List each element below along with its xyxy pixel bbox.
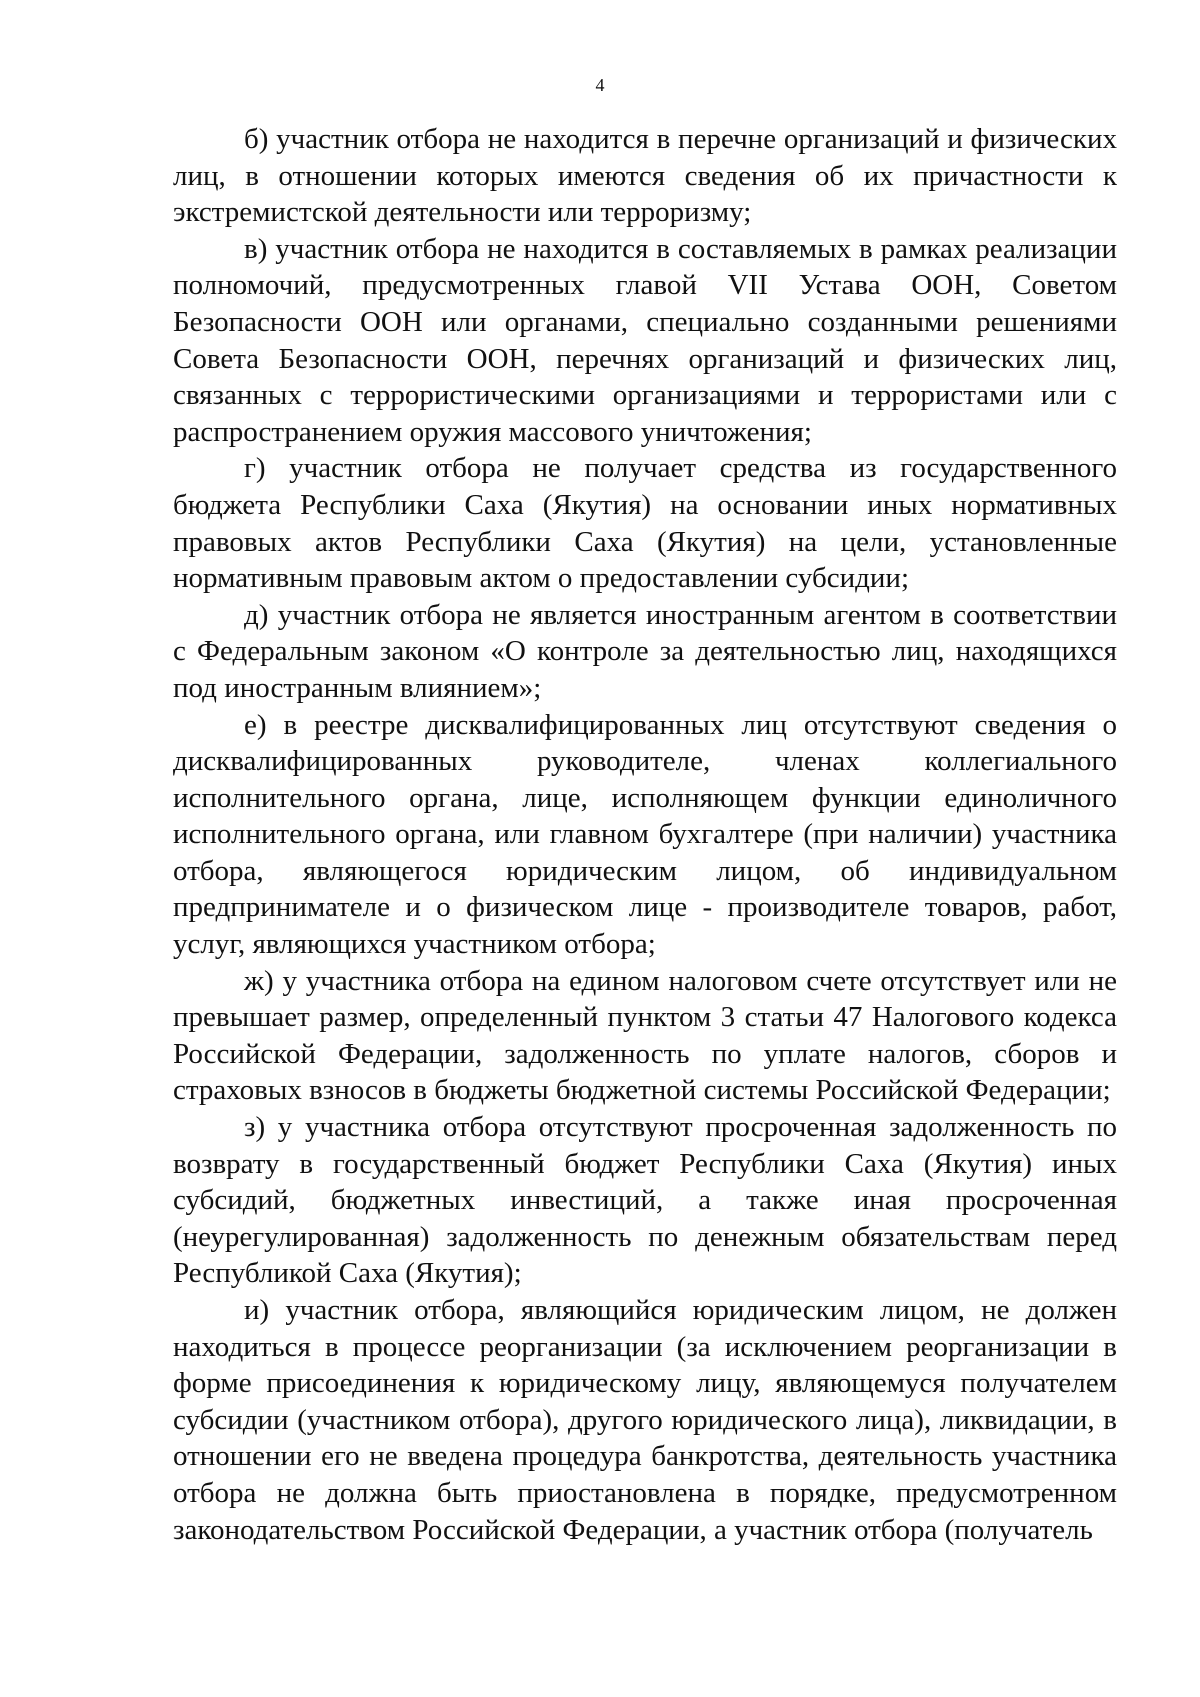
paragraph-e: е) в реестре дисквалифицированных лиц отсутствуют сведения о дисквалифицированных руководителе, членах коллегиального исполнительного органа, лице, исполняющем функции единоличного исполнительного органа, или главном бухгалтере (при наличии) участника отбора, являющегося юридическим лицом, об индивидуальном предпринимателе и о физическом лице - производителе товаров, работ, услуг, являющихся участником отбора; <box>173 708 1117 961</box>
paragraph-i: и) участник отбора, являющийся юридическим лицом, не должен находиться в процессе реорганизации (за исключением реорганизации в форме присоединения к юридическому лицу, являющемуся получателем субсидии (участником отбора), другого юридического лица), ликвидации, в отношении его не введена процедура банкротства, деятельность участника отбора не должна быть приостановлена в порядке, предусмотренном законодательством Российской Федерации, а участник отбора (получатель <box>173 1294 1117 1546</box>
paragraph-z: з) у участника отбора отсутствуют просроченная задолженность по возврату в государственный бюджет Республики Саха (Якутия) иных субсидий, бюджетных инвестиций, а также иная просроченная (неурегулированная) задолженность по денежным обязательствам перед Республикой Саха (Якутия); <box>173 1111 1117 1290</box>
document-body <box>173 121 1117 1548</box>
paragraph-zh: ж) у участника отбора на едином налоговом счете отсутствует или не превышает размер, определенный пунктом 3 статьи 47 Налогового кодекса Российской Федерации, задолженность по уплате налогов, сборов и страховых взносов в бюджеты бюджетной системы Российской Федерации; <box>173 964 1117 1107</box>
paragraph-g: г) участник отбора не получает средства из государственного бюджета Республики Саха (Якутия) на основании иных нормативных правовых актов Республики Саха (Якутия) на цели, установленные нормативным правовым актом о предоставлении субсидии; <box>173 452 1117 595</box>
paragraph-b: б) участник отбора не находится в перечне организаций и физических лиц, в отношении которых имеются сведения об их причастности к экстремистской деятельности или терроризму; <box>173 123 1117 229</box>
paragraph-v: в) участник отбора не находится в составляемых в рамках реализации полномочий, предусмотренных главой VII Устава ООН, Советом Безопасности ООН или органами, специально созданными решениями Совета Безопасности ООН, перечнях организаций и физических лиц, связанных с террористическими организациями и террористами или с распространением оружия массового уничтожения; <box>173 232 1117 448</box>
paragraph-d: д) участник отбора не является иностранным агентом в соответствии с Федеральным законом «О контроле за деятельностью лиц, находящихся под иностранным влиянием»; <box>173 598 1117 704</box>
page-number: 4 <box>595 75 605 95</box>
